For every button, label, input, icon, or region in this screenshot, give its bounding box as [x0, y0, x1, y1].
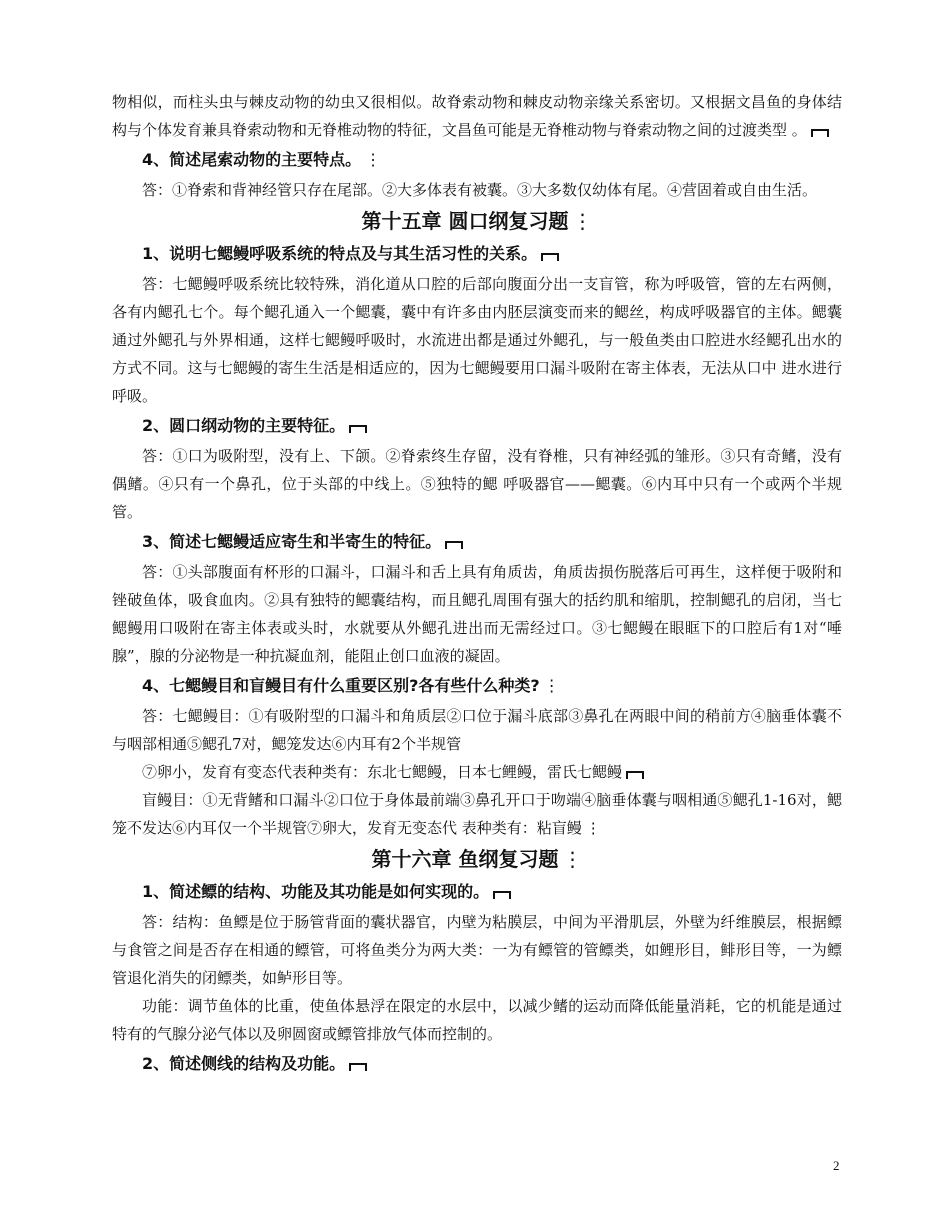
intro-paragraph: 物相似，而柱头虫与棘皮动物的幼虫又很相似。故脊索动物和棘皮动物亲缘关系密切。又根据文昌鱼的身体结构与个体发育兼具脊索动物和无脊椎动物的特征，文昌鱼可能是无脊椎动物与脊索动物之间的过渡类型 。	[112, 93, 842, 139]
paragraph-mark-icon	[445, 541, 463, 549]
ch15-question-2: 2、圆口纲动物的主要特征。	[112, 410, 842, 442]
colon-mark-icon: ⋮	[562, 847, 583, 871]
paragraph-mark-icon	[349, 1063, 367, 1071]
answer-urochordata: 答：①脊索和背神经管只存在尾部。②大多体表有被囊。③大多数仅幼体有尾。④营固着或自由生活。	[142, 181, 818, 199]
ch15-question-3: 3、简述七鳃鳗适应寄生和半寄生的特征。	[112, 526, 842, 558]
ch15-answer-4-part1: 答：七鳃鳗目：①有吸附型的口漏斗和角质层②口位于漏斗底部③鼻孔在两眼中间的稍前方④脑垂体囊不与咽部相通⑤鳃孔7对，鳃笼发达⑥内耳有2个半规管	[112, 707, 842, 753]
ch15-question-1: 1、说明七鳃鳗呼吸系统的特点及与其生活习性的关系。	[112, 238, 842, 270]
ch15-answer-4-part3: 盲鳗目：①无背鳍和口漏斗②口位于身体最前端③鼻孔开口于吻端④脑垂体囊与咽相通⑤鳃孔1-16对，鳃笼不发达⑥内耳仅一个半规管⑦卵大，发育无变态代 表种类有：粘盲鳗 ⋮	[112, 791, 842, 837]
colon-mark-icon: ⋮	[365, 150, 382, 169]
page-number: 2	[833, 1158, 840, 1173]
ch16-answer-1-structure: 答：结构：鱼鳔是位于肠管背面的囊状器官，内壁为粘膜层，中间为平滑肌层，外壁为纤维膜层，根据鳔与食管之间是否存在相通的鳔管，可将鱼类分为两大类：一为有鳔管的管鳔类，如鲤形目，鲱形目等，一为鳔管退化消失的闭鳔类，如鲈形目等。	[112, 913, 842, 987]
paragraph-mark-icon	[349, 425, 367, 433]
ch16-question-2: 2、简述侧线的结构及功能。	[112, 1048, 842, 1080]
paragraph-mark-icon	[626, 771, 644, 779]
colon-mark-icon: ⋮	[585, 819, 601, 837]
ch16-question-1: 1、简述鳔的结构、功能及其功能是如何实现的。	[112, 876, 842, 908]
question-urochordata: 4、简述尾索动物的主要特点。 ⋮	[142, 150, 382, 169]
ch15-answer-4-part2: ⑦卵小，发育有变态代表种类有：东北七鳃鳗，日本七鲤鳗，雷氏七鳃鳗	[112, 758, 842, 786]
page-content	[112, 88, 842, 1080]
ch16-answer-1-function: 功能：调节鱼体的比重，使鱼体悬浮在限定的水层中，以减少鳍的运动而降低能量消耗，它的机能是通过特有的气腺分泌气体以及卵圆窗或鳔管排放气体而控制的。	[112, 997, 842, 1043]
paragraph-mark-icon	[811, 129, 829, 137]
colon-mark-icon: ⋮	[572, 209, 593, 233]
ch15-answer-1: 答：七鳃鳗呼吸系统比较特殊，消化道从口腔的后部向腹面分出一支盲管，称为呼吸管，管的左右两侧，各有内鳃孔七个。每个鳃孔通入一个鳃囊，囊中有许多由内胚层演变而来的鳃丝，构成呼吸器官的主体。鳃囊通过外鳃孔与外界相通，这样七鳃鳗呼吸时，水流进出都是通过外鳃孔，与一般鱼类由口腔进水经鳃孔出水的方式不同。这与七鳃鳗的寄生生活是相适应的，因为七鳃鳗要用口漏斗吸附在寄主体表，无法从口中 进水进行呼吸。	[112, 275, 842, 405]
chapter-16-title: 第十六章 鱼纲复习题 ⋮	[371, 847, 583, 871]
colon-mark-icon: ⋮	[543, 676, 560, 695]
paragraph-mark-icon	[493, 891, 511, 899]
ch15-answer-2: 答：①口为吸附型，没有上、下颌。②脊索终生存留，没有脊椎，只有神经弧的雏形。③只有奇鳍，没有偶鳍。④只有一个鼻孔，位于头部的中线上。⑤独特的鳃 呼吸器官——鳃囊。⑥内耳中只有一个或两个半规管。	[112, 447, 842, 521]
paragraph-mark-icon	[541, 253, 559, 261]
ch15-question-4: 4、七鳃鳗目和盲鳗目有什么重要区别?各有些什么种类? ⋮	[142, 676, 560, 695]
ch15-answer-3: 答：①头部腹面有杯形的口漏斗，口漏斗和舌上具有角质齿，角质齿损伤脱落后可再生，这样便于吸附和锉破鱼体，吸食血肉。②具有独特的鳃囊结构，而且鳃孔周围有强大的括约肌和缩肌，控制鳃孔的启闭，当七鳃鳗用口吸附在寄主体表或头时，水就要从外鳃孔进出而无需经过口。③七鳃鳗在眼眶下的口腔后有1对“唾腺”，腺的分泌物是一种抗凝血剂，能阻止创口血液的凝固。	[112, 563, 842, 665]
chapter-15-title: 第十五章 圆口纲复习题 ⋮	[361, 209, 593, 233]
